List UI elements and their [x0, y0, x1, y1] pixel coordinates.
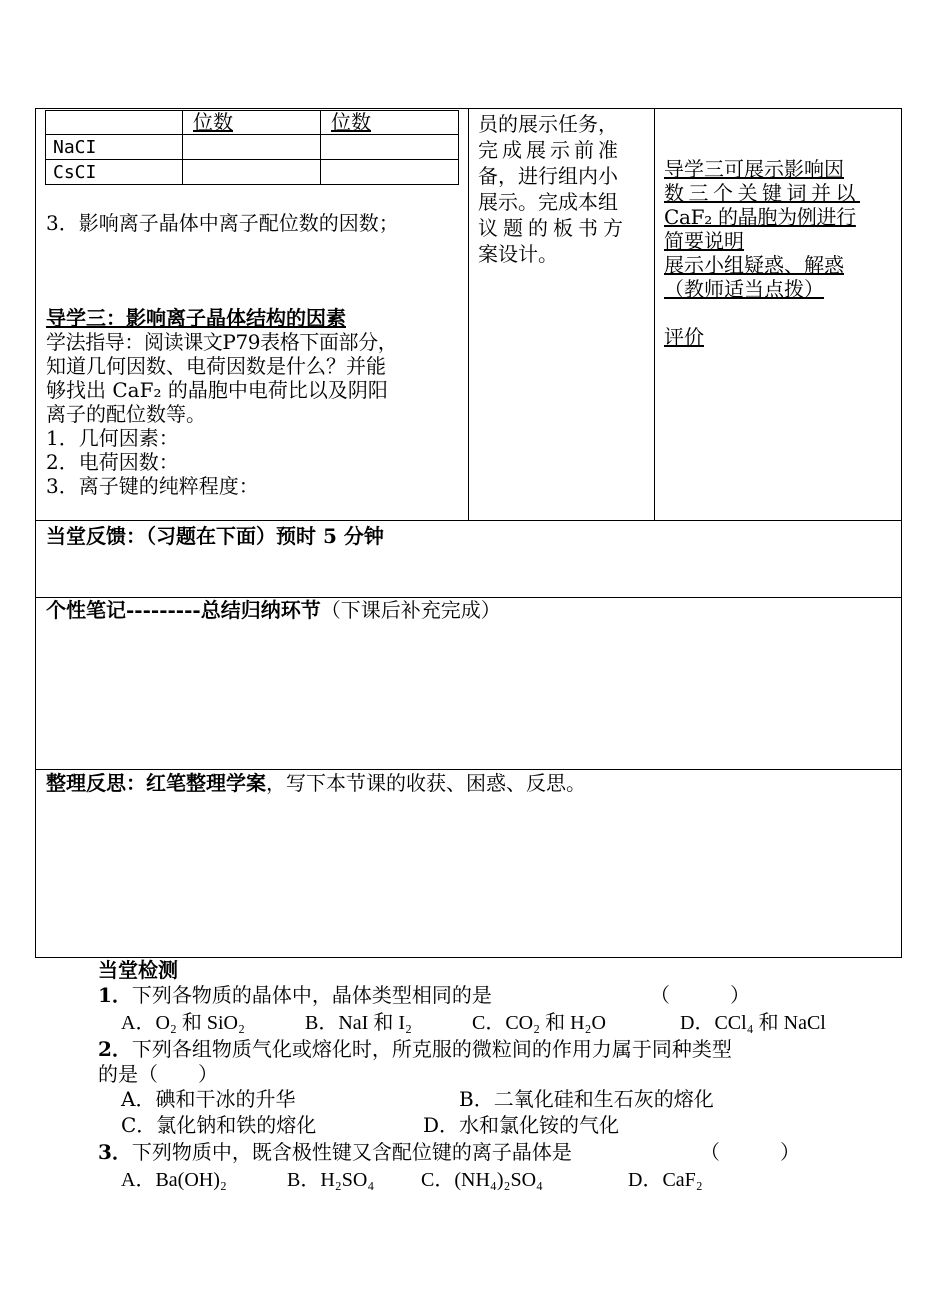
inner-table-row1	[45, 134, 459, 135]
inner-table-col3	[458, 110, 459, 185]
q1-stem	[98, 983, 492, 1007]
guide-line-4: 离子的配位数等。	[46, 402, 206, 426]
right-line-3: CaF₂ 的晶胞为例进行	[664, 205, 856, 229]
q3-stem	[98, 1140, 572, 1164]
inner-table-col0	[45, 110, 46, 185]
q3-option-d: D．CaF₂	[628, 1169, 703, 1191]
q1-text: 下列各物质的晶体中，晶体类型相同的是	[131, 983, 492, 1007]
q3-option-b: B．H₂SO₄	[287, 1169, 375, 1191]
section-title-3: 导学三：影响离子晶体结构的因素	[46, 306, 346, 330]
mid-line-6: 案设计。	[478, 242, 558, 266]
right-line-2: 数三个关键词并以	[664, 181, 860, 205]
mid-line-2: 完成展示前准	[478, 138, 622, 162]
inner-table-bottom	[45, 184, 459, 185]
right-line-5: 展示小组疑惑、解惑	[664, 253, 844, 277]
notes-label: 个性笔记---------总结归纳环节	[46, 598, 321, 622]
inner-table-header-2: 位数	[331, 110, 371, 134]
q3-paren: （ ）	[700, 1140, 800, 1164]
q2-option-c: C．氯化钠和铁的熔化	[121, 1113, 317, 1137]
q2-stem-2: 的是（ ）	[98, 1062, 218, 1086]
q1-option-c: C．CO₂ 和 H₂O	[472, 1012, 606, 1034]
right-line-6: （教师适当点拨）	[664, 277, 824, 301]
notes-suffix: （下课后补充完成）	[320, 598, 501, 622]
q3-option-c: C．(NH₄)₂SO₄	[421, 1169, 544, 1191]
factor-1: 1．几何因素：	[46, 426, 179, 450]
q3-number: 3．	[98, 1140, 132, 1164]
q3-option-a: A．Ba(OH)₂	[121, 1169, 227, 1191]
mid-line-5: 议题的板书方	[478, 216, 628, 240]
item-3-coordination: 3．影响离子晶体中离子配位数的因数；	[46, 211, 399, 235]
inner-table-top	[45, 110, 459, 111]
right-line-1: 导学三可展示影响因	[664, 157, 844, 181]
guide-line-3: 够找出 CaF₂ 的晶胞中电荷比以及阴阳	[46, 378, 388, 402]
q1-option-b: B．NaI 和 I₂	[305, 1012, 412, 1034]
inner-table-col1	[182, 110, 183, 185]
table-right-border	[901, 108, 902, 958]
mid-line-1: 员的展示任务，	[478, 112, 618, 136]
right-line-4: 简要说明	[664, 229, 744, 253]
notes-row	[46, 598, 501, 622]
reflect-suffix: ，写下本节课的收获、困惑、反思。	[266, 771, 586, 795]
table-left-border	[35, 108, 36, 958]
column-divider-2	[654, 108, 655, 521]
reflect-label: 整理反思：红笔整理学案	[46, 771, 266, 795]
feedback-label: 当堂反馈：（习题在下面）预时 5 分钟	[46, 524, 384, 548]
guide-line-2: 知道几何因数、电荷因数是什么？并能	[46, 354, 386, 378]
inner-table-row-nacl: NaCI	[53, 137, 97, 158]
q2-number: 2．	[98, 1037, 132, 1061]
q3-text: 下列物质中，既含极性键又含配位键的离子晶体是	[131, 1140, 572, 1164]
reflect-row	[46, 771, 586, 795]
q2-stem	[98, 1037, 732, 1061]
mid-line-3: 备，进行组内小	[478, 164, 618, 188]
row-divider-1	[35, 520, 902, 521]
inner-table-row-cscl: CsCI	[53, 162, 97, 183]
q2-option-a: A．碘和干冰的升华	[121, 1087, 296, 1111]
q1-option-a: A．O₂ 和 SiO₂	[121, 1012, 245, 1034]
guide-line-1: 学法指导：阅读课文P79表格下面部分，	[46, 330, 398, 354]
right-eval: 评价	[664, 325, 704, 349]
quiz-title: 当堂检测	[98, 958, 178, 982]
inner-table-row2	[45, 159, 459, 160]
q2-option-d: D．水和氯化铵的气化	[423, 1113, 620, 1137]
factor-2: 2．电荷因数：	[46, 450, 179, 474]
q1-paren: （ ）	[650, 983, 750, 1007]
q2-option-b: B．二氧化硅和生石灰的熔化	[459, 1087, 714, 1111]
q2-text: 下列各组物质气化或熔化时，所克服的微粒间的作用力属于同种类型	[131, 1037, 732, 1061]
mid-line-4: 展示。完成本组	[478, 190, 618, 214]
inner-table-header-1: 位数	[193, 110, 233, 134]
row-divider-3	[35, 769, 902, 770]
inner-table-col2	[320, 110, 321, 185]
column-divider-1	[468, 108, 469, 521]
factor-3: 3．离子键的纯粹程度：	[46, 474, 259, 498]
q1-option-d: D．CCl₄ 和 NaCl	[680, 1012, 826, 1034]
q1-number: 1．	[98, 983, 132, 1007]
